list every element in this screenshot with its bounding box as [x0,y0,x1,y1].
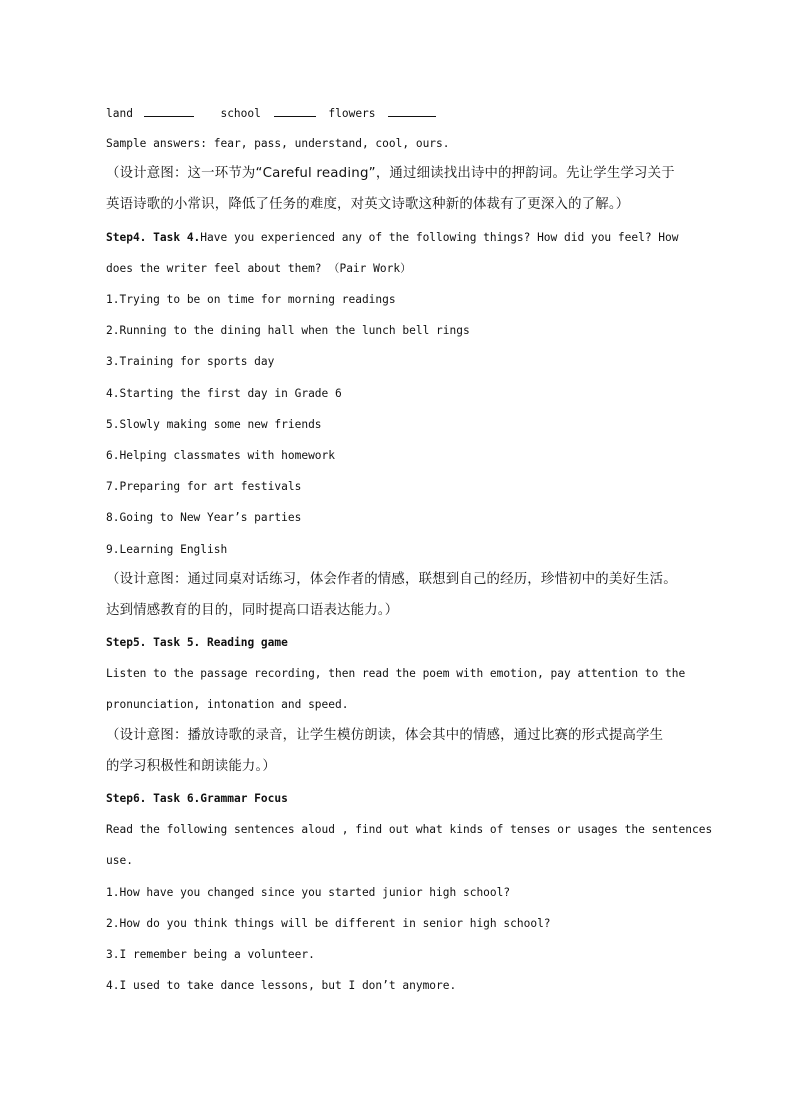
step6-line-1: Read the following sentences aloud , find out what kinds of tenses or usages the sentences [106,823,713,836]
step6-list-item: 3.I remember being a volunteer. [106,948,315,961]
step6-list-item: 2.How do you think things will be different in senior high school? [106,917,551,930]
step5-line-2: pronunciation, intonation and speed. [106,698,349,711]
step4-list-item: 4.Starting the first day in Grade 6 [106,387,342,400]
answer-blank-3 [388,105,436,117]
step4-list-item: 2.Running to the dining hall when the lunch bell rings [106,324,470,337]
step4-list-item: 1.Trying to be on time for morning readings [106,293,396,306]
step4-list-item: 7.Preparing for art festivals [106,480,302,493]
design-intent-1-line-2: 英语诗歌的小常识，降低了任务的难度，对英文诗歌这种新的体裁有了更深入的了解。） [106,197,630,212]
step5-line-1: Listen to the passage recording, then read the poem with emotion, pay attention to the [106,667,686,680]
step4-list-item: 8.Going to New Year’s parties [106,511,302,524]
step6-list-item: 4.I used to take dance lessons, but I don’t anymore. [106,979,457,992]
step4-list-item: 3.Training for sports day [106,355,275,368]
blank-word-school: school [220,107,261,120]
step4-heading: Step4. Task 4. [106,231,201,244]
step4-question: Have you experienced any of the following things? How did you feel? How [200,231,679,244]
answer-blank-2 [274,105,316,117]
step6-list-item: 1.How have you changed since you started junior high school? [106,886,511,899]
step4-list-item: 9.Learning English [106,543,228,556]
step4-list-item: 5.Slowly making some new friends [106,418,322,431]
design-intent-2-line-2: 达到情感教育的目的，同时提高口语表达能力。） [106,603,399,618]
design-intent-2-line-1: （设计意图：通过同桌对话练习，体会作者的情感，联想到自己的经历，珍惜初中的美好生活。 [106,572,677,587]
blank-word-land: land [106,107,133,120]
step4-list-item: 6.Helping classmates with homework [106,449,336,462]
step6-heading: Step6. Task 6.Grammar Focus [106,792,288,805]
blanks-line [106,105,706,122]
step4-intro-line-1 [106,230,706,246]
blank-word-flowers: flowers [328,107,376,120]
design-intent-3-line-1: （设计意图：播放诗歌的录音，让学生模仿朗读，体会其中的情感，通过比赛的形式提高学生 [106,728,664,743]
step4-intro-line-2: does the writer feel about them? （Pair Work） [106,262,412,275]
answer-blank-1 [144,105,194,117]
design-intent-3-line-2: 的学习积极性和朗读能力。） [106,759,276,774]
step5-heading: Step5. Task 5. Reading game [106,636,288,649]
design-intent-1-line-1: （设计意图：这一环节为“Careful reading”，通过细读找出诗中的押韵词。先让学生学习关于 [106,166,675,181]
sample-answers: Sample answers: fear, pass, understand, cool, ours. [106,137,450,150]
step6-line-2: use. [106,854,133,867]
